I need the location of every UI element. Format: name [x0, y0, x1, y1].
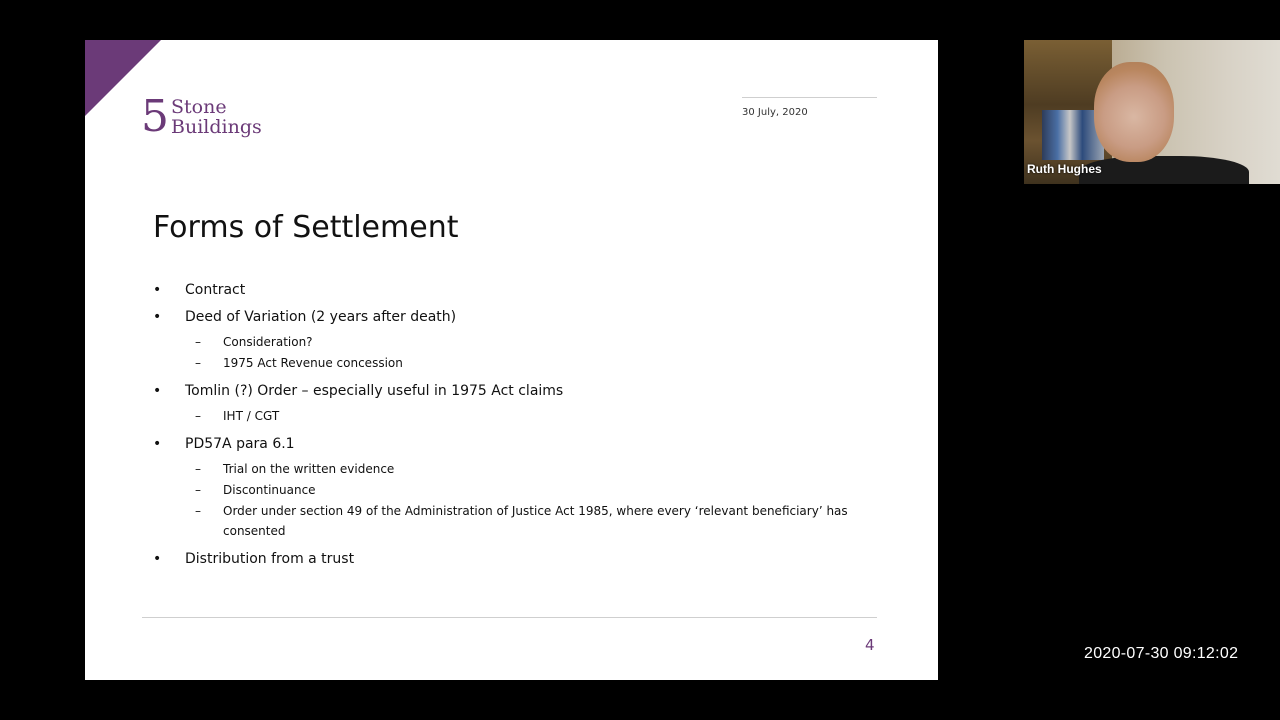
sub-bullet-dash: –: [195, 483, 201, 497]
sub-bullet-item: [153, 480, 883, 500]
sub-bullet-dash: –: [195, 462, 201, 476]
bullet-symbol: •: [153, 383, 162, 399]
sub-bullet-dash: –: [195, 409, 201, 423]
sub-bullet-text: IHT / CGT: [223, 409, 280, 423]
sub-bullet-list: [153, 459, 883, 541]
participant-video[interactable]: [1024, 40, 1280, 184]
bullet-text: Contract: [185, 282, 246, 298]
bullet-text: Distribution from a trust: [185, 551, 355, 567]
bullet-item: [153, 307, 883, 327]
logo-number: 5: [141, 91, 169, 142]
bullet-item: [153, 381, 883, 401]
logo-text-line2: Buildings: [171, 116, 262, 138]
sub-bullet-dash: –: [195, 356, 201, 370]
sub-bullet-dash: –: [195, 335, 201, 349]
sub-bullet-item: [153, 501, 883, 541]
sub-bullet-text: 1975 Act Revenue concession: [223, 356, 403, 370]
slide-title: Forms of Settlement: [153, 210, 459, 245]
recording-timestamp: 2020-07-30 09:12:02: [1084, 645, 1239, 662]
sub-bullet-item: [153, 332, 883, 352]
presentation-slide: [85, 40, 938, 680]
participant-head: [1094, 62, 1174, 162]
sub-bullet-item: [153, 406, 883, 426]
bullet-text: PD57A para 6.1: [185, 436, 295, 452]
sub-bullet-text: Discontinuance: [223, 483, 316, 497]
sub-bullet-text: Trial on the written evidence: [223, 462, 395, 476]
bullet-text: Deed of Variation (2 years after death): [185, 309, 457, 325]
sub-bullet-text: Order under section 49 of the Administration of Justice Act 1985, where every ‘relevant beneficiary’ has consented: [223, 504, 848, 538]
participant-name: Ruth Hughes: [1027, 162, 1102, 176]
sub-bullet-item: [153, 459, 883, 479]
bullet-item: [153, 549, 883, 569]
sub-bullet-item: [153, 353, 883, 373]
bullet-item: [153, 434, 883, 454]
bullet-symbol: •: [153, 309, 162, 325]
bullet-symbol: •: [153, 551, 162, 567]
logo-text-line1: Stone: [171, 96, 227, 118]
sub-bullet-list: [153, 406, 883, 426]
bullet-text: Tomlin (?) Order – especially useful in 1975 Act claims: [185, 383, 564, 399]
sub-bullet-list: [153, 332, 883, 373]
page-number: 4: [865, 636, 875, 654]
bullet-item: [153, 280, 883, 300]
participant-body: [1079, 156, 1249, 184]
header-divider: [742, 97, 877, 98]
footer-divider: [142, 617, 877, 618]
sub-bullet-dash: –: [195, 504, 201, 518]
sub-bullet-text: Consideration?: [223, 335, 313, 349]
bullet-symbol: •: [153, 282, 162, 298]
bullet-symbol: •: [153, 436, 162, 452]
bullet-list: [153, 280, 883, 576]
slide-date: 30 July, 2020: [742, 107, 808, 118]
